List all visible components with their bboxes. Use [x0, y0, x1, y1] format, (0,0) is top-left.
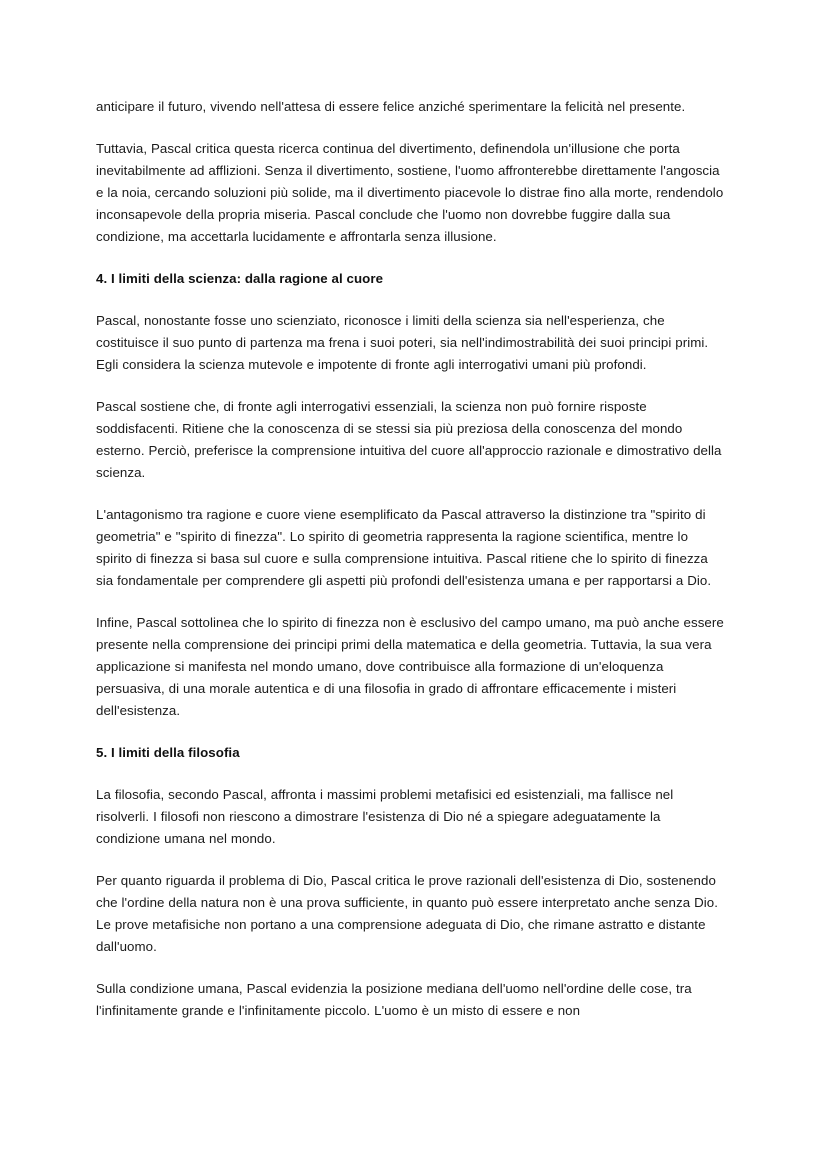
paragraph-critica-divertimento: Tuttavia, Pascal critica questa ricerca continua del divertimento, definendola un'illusione che porta inevitabilmente ad afflizioni. Senza il divertimento, sostiene, l'uomo affronterebbe direttamente l'angoscia e la noia, cercando soluzioni più solide, ma il divertimento piacevole lo distrae fino alla morte, rendendolo inconsapevole della propria miseria. Pascal conclude che l'uomo non dovrebbe fuggire dalla sua condizione, ma accettarla lucidamente e affrontarla senza illusione.: [96, 141, 724, 244]
heading-limiti-della-scienza: 4. I limiti della scienza: dalla ragione al cuore: [96, 271, 384, 286]
paragraph-conoscenza-di-se: Pascal sostiene che, di fronte agli interrogativi essenziali, la scienza non può fornire risposte soddisfacenti. Ritiene che la conoscenza di se stessi sia più preziosa della conoscenza del mondo esterno. Perciò, preferisce la comprensione intuitiva del cuore all'approccio razionale e dimostrativo della scienza.: [96, 399, 722, 480]
paragraph-continuation-divertimento: anticipare il futuro, vivendo nell'attesa di essere felice anziché sperimentare la felicità nel presente.: [96, 99, 686, 114]
paragraph-problema-di-dio: Per quanto riguarda il problema di Dio, Pascal critica le prove razionali dell'esistenza di Dio, sostenendo che l'ordine della natura non è una prova sufficiente, in quanto può essere interpretato anche senza Dio. Le prove metafisiche non portano a una comprensione adeguata di Dio, che rimane astratto e distante dall'uomo.: [96, 873, 718, 954]
paragraph-limiti-scienza-esperienza: Pascal, nonostante fosse uno scienziato, riconosce i limiti della scienza sia nell'esperienza, che costituisce il suo punto di partenza ma frena i suoi poteri, sia nell'indimostrabilità dei suoi principi primi. Egli considera la scienza mutevole e impotente di fronte agli interrogativi umani più profondi.: [96, 313, 709, 372]
document-body: [96, 96, 726, 1022]
paragraph-finezza-applicazione: Infine, Pascal sottolinea che lo spirito di finezza non è esclusivo del campo umano, ma può anche essere presente nella comprensione dei principi primi della matematica e della geometria. Tuttavia, la sua vera applicazione si manifesta nel mondo umano, dove contribuisce alla formazione di un'eloquenza persuasiva, di una morale autentica e di una filosofia in grado di affrontare efficacemente i misteri dell'esistenza.: [96, 615, 724, 718]
heading-limiti-della-filosofia: 5. I limiti della filosofia: [96, 745, 240, 760]
paragraph-condizione-umana-mediana: Sulla condizione umana, Pascal evidenzia la posizione mediana dell'uomo nell'ordine delle cose, tra l'infinitamente grande e l'infinitamente piccolo. L'uomo è un misto di essere e non: [96, 981, 692, 1018]
paragraph-filosofia-fallisce: La filosofia, secondo Pascal, affronta i massimi problemi metafisici ed esistenziali, ma fallisce nel risolverli. I filosofi non riescono a dimostrare l'esistenza di Dio né a spiegare adeguatamente la condizione umana nel mondo.: [96, 787, 674, 846]
paragraph-spirito-geometria-finezza: L'antagonismo tra ragione e cuore viene esemplificato da Pascal attraverso la distinzione tra "spirito di geometria" e "spirito di finezza". Lo spirito di geometria rappresenta la ragione scientifica, mentre lo spirito di finezza si basa sul cuore e sulla comprensione intuitiva. Pascal ritiene che lo spirito di finezza sia fondamentale per comprendere gli aspetti più profondi dell'esistenza umana e per rapportarsi a Dio.: [96, 507, 712, 588]
